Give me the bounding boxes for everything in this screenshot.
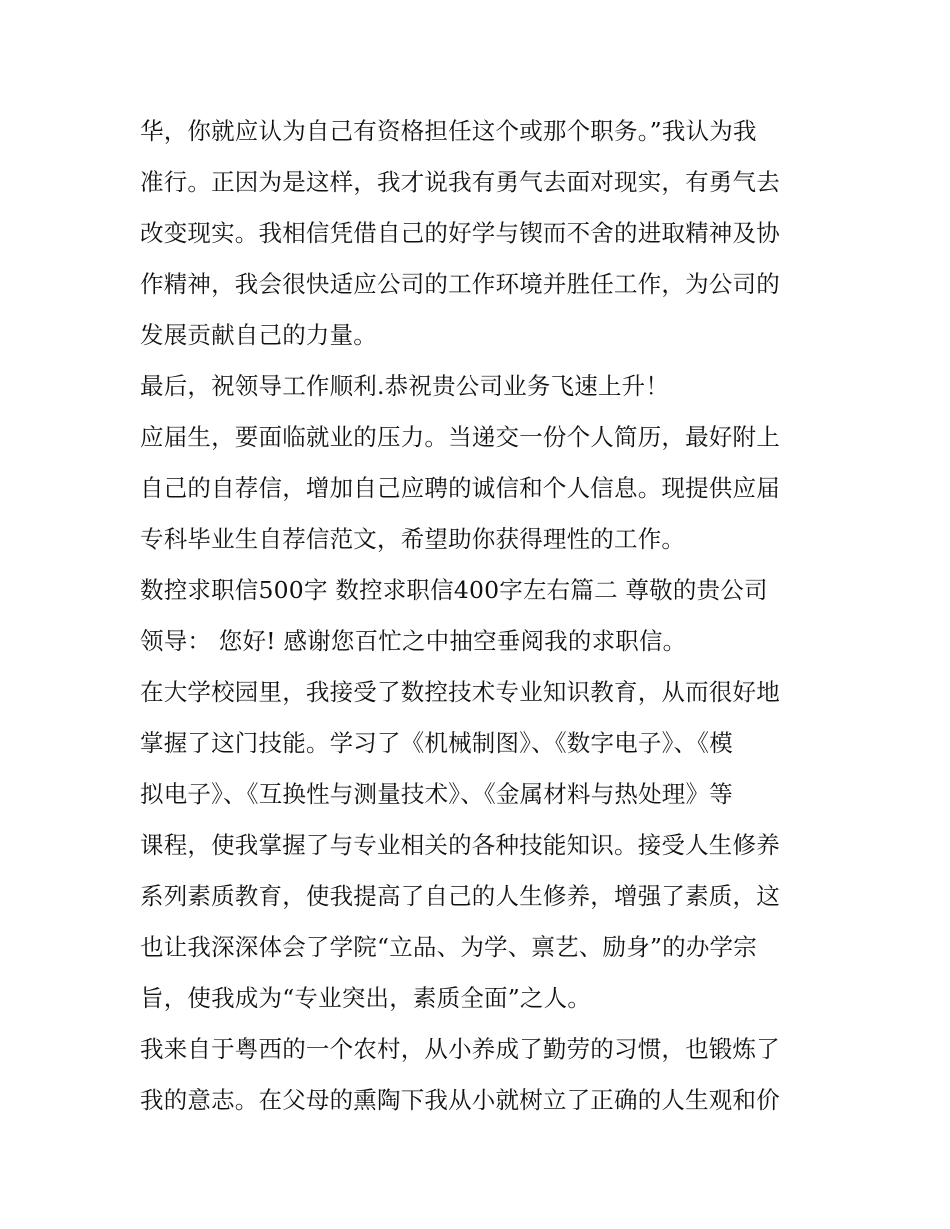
- text-line: 发展贡献自己的力量。: [140, 321, 377, 349]
- text-line: 我来自于粤西的一个农村，从小养成了勤劳的习惯，也锻炼了: [140, 1035, 780, 1063]
- document-body: [140, 106, 820, 1126]
- text-line: 领导： 您好! 感谢您百忙之中抽空垂阅我的求职信。: [140, 627, 687, 655]
- text-line: 应届生，要面临就业的压力。当递交一份个人简历，最好附上: [140, 423, 780, 451]
- text-line: 自己的自荐信，增加自己应聘的诚信和个人信息。现提供应届: [140, 474, 780, 502]
- text-line: 最后，祝领导工作顺利.恭祝贵公司业务飞速上升！: [140, 372, 670, 400]
- text-line: 系列素质教育，使我提高了自己的人生修养，增强了素质，这: [140, 882, 780, 910]
- text-line: 在大学校园里，我接受了数控技术专业知识教育，从而很好地: [140, 678, 780, 706]
- text-line: 准行。正因为是这样，我才说我有勇气去面对现实，有勇气去: [140, 168, 780, 196]
- text-line: 作精神，我会很快适应公司的工作环境并胜任工作，为公司的: [140, 270, 780, 298]
- text-line: 专科毕业生自荐信范文，希望助你获得理性的工作。: [140, 525, 686, 553]
- text-line: 拟电子》、《互换性与测量技术》、《金属材料与热处理》等: [140, 780, 733, 808]
- text-line: 我的意志。在父母的熏陶下我从小就树立了正确的人生观和价: [140, 1086, 780, 1114]
- text-line: 掌握了这门技能。学习了《机械制图》、《数字电子》、《模: [140, 729, 733, 757]
- text-line: 数控求职信500字 数控求职信400字左右篇二 尊敬的贵公司: [140, 576, 768, 604]
- text-line: 课程，使我掌握了与专业相关的各种技能知识。接受人生修养: [140, 831, 780, 859]
- text-line: 改变现实。我相信凭借自己的好学与锲而不舍的进取精神及协: [140, 219, 780, 247]
- text-line: 华，你就应认为自己有资格担任这个或那个职务。”我认为我: [140, 117, 757, 145]
- text-line: 也让我深深体会了学院“立品、为学、禀艺、励身”的办学宗: [140, 933, 757, 961]
- text-line: 旨，使我成为“专业突出，素质全面”之人。: [140, 984, 592, 1012]
